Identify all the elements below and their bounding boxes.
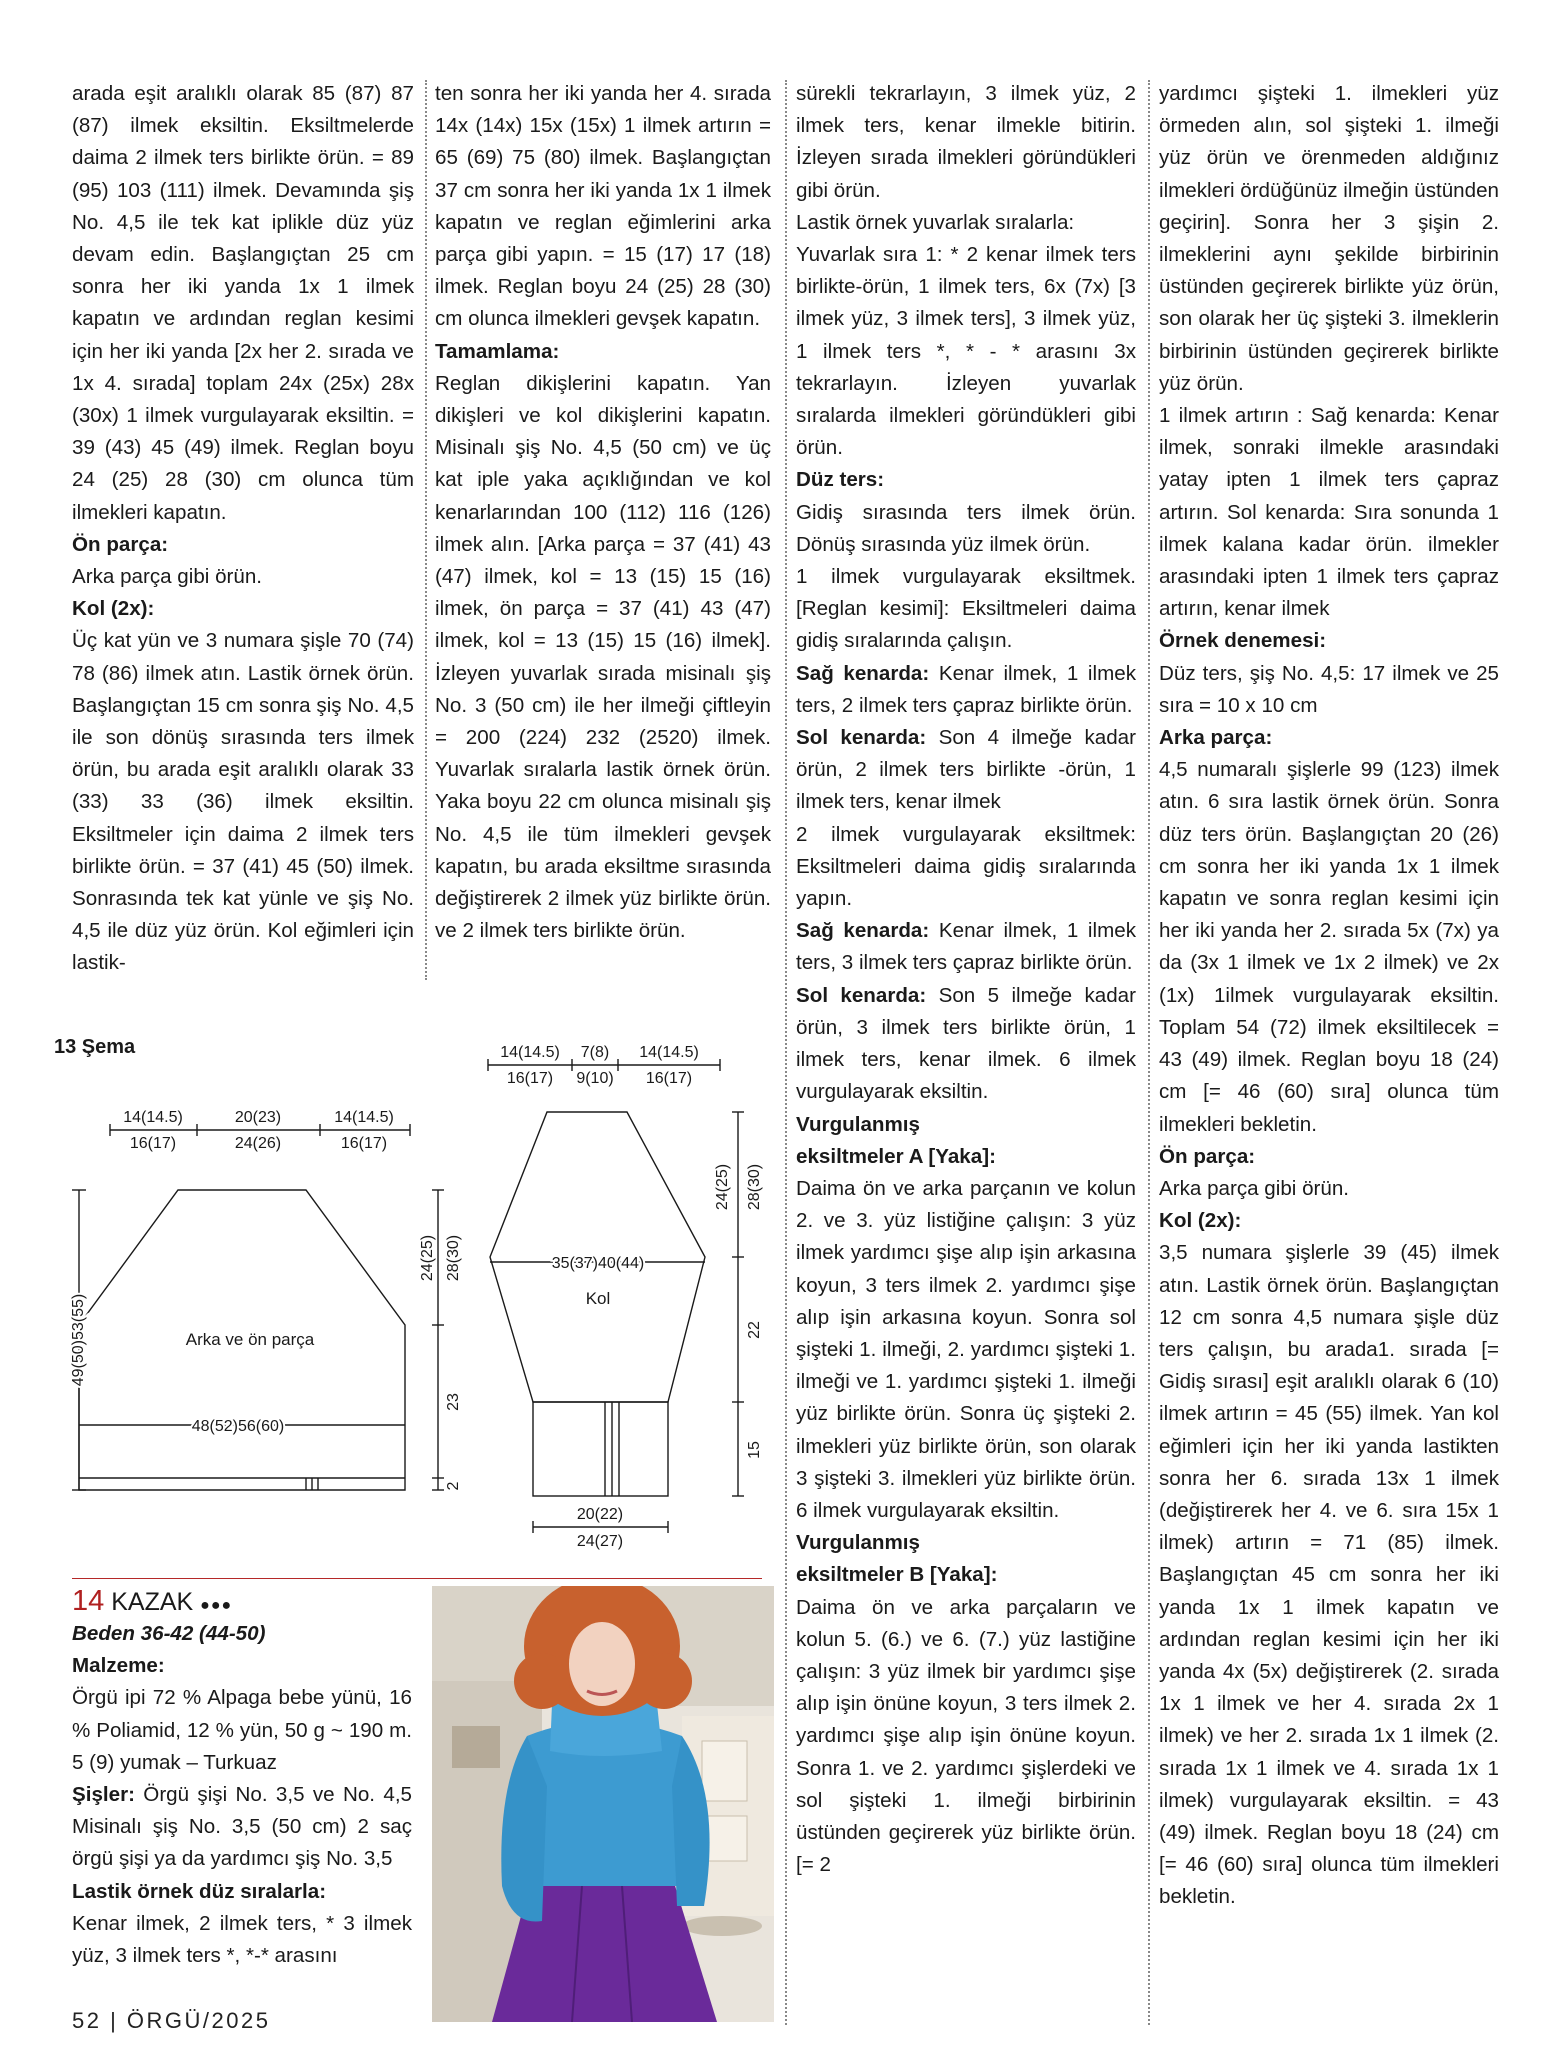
col1-heading-kol: Kol (2x):	[72, 597, 155, 621]
col4-heading-kol: Kol (2x):	[1159, 1209, 1242, 1233]
col3-heading-sag-2: Sağ kenarda:	[796, 919, 930, 943]
body-width-label: 48(52)56(60)	[191, 1418, 285, 1435]
sleeve-top-mid-b: 9(10)	[576, 1070, 614, 1087]
col3-text-12: Daima ön ve arka parçaların ve kolun 5. (6.) ve 6. (7.) yüz lastiğine çalışın: 3 yüz ilmek bir yardımcı şişe alıp işin önüne koyun, 3 ters ilmek 2. yardımcı şişe alıp işin önüne koyun. Sonra 1. ve 2. yardımcı şişlerdeki ve sol şiştеki 1. ilmeği birbirinin üstünden geçirerek yüz birlikte örün. [= 2	[796, 1595, 1136, 1877]
col3-text-4: Gidiş sırasında ters ilmek örün. Dönüş sırasında yüz ilmek örün.	[796, 500, 1136, 556]
page-footer: 52 | ÖRGÜ/2025	[72, 2008, 271, 2033]
col3-heading-a1: Vurgulanmış	[796, 1112, 920, 1136]
col3-text-11: Daima ön ve arka parçanın ve kolun 2. ve 3. yüz listiğine çalışın: 3 yüz ilmek yardımcı şişe alıp işin arkasına koyun, 3 ters ilmek 2. yardımcı şişe alıp işin arkasına koyun. Sonra sol şiştеki 1. ilmeği, 2. yardımcı şiştеki 1. ilmeği ve 1. yardımcı şiştеki 1. ilmeği yüz birlikte örün. Sonra üç şiştеki 2. ilmekleri yüz birlikte örün, son olarak 3 şiştеki 3. ilmekleri yüz birlikte örün. 6 ilmek vurgulayarak eksiltin.	[796, 1176, 1136, 1522]
col3-heading-sol-2: Sol kenarda:	[796, 983, 927, 1007]
column-4	[1159, 78, 1499, 1914]
body-side-mid: 23	[445, 1393, 462, 1411]
col4-text-6: 3,5 numara şişlerle 39 (45) ilmek atın. Lastik örnek örün. Başlangıçtan 12 cm sonra 4,5 numara şişle düz ters çalışın, bu arada1. sırada [= Gidiş sırası] eşit aralıklı olarak 6 (10) ilmek artırın = 45 (55) ilmek. Yan kol eğimleri için her iki yanda lastikten sonra her 6. sırada 13x 1 ilmek (değiştirerek her 4. ve 6. sıra 15x 1 ilmek) artırın = 71 (85) ilmek. Başlangıçtan 45 cm sonra her iki yanda 1x 1 ilmek kapatın ve ardından reglan kesimi için her iki yanda 4x (5x) değiştirerek (2. sırada 1x 1 ilmek ve her 4. sırada 2x 1 ilmek) ve her 2. sırada 1x 1 ilmek (2. sırada 1x 1 ilmek ve 4. sırada 1x 1 ilmek) vurgulayarak eksiltin. = 43 (49) ilmek. Reglan boyu 18 (24) cm [= 46 (60) sıra] olunca tüm ilmekleri bekletin.	[1159, 1241, 1499, 1909]
section-title: KAZAK	[111, 1588, 194, 1616]
col3-text-8: 2 ilmek vurgulayarak eksiltmek: Eksiltmeleri daima gidiş sıralarında yapın.	[796, 822, 1136, 911]
sleeve-side-upper-b: 28(30)	[746, 1163, 763, 1211]
sleeve-width-label: 35(37)40(44)	[551, 1255, 645, 1272]
sleeve-top-mid-a: 7(8)	[580, 1044, 610, 1061]
section-divider	[72, 1578, 762, 1579]
body-top-right-b: 16(17)	[340, 1135, 388, 1152]
body-top-left-a: 14(14.5)	[123, 1109, 183, 1126]
col3-heading-sol: Sol kenarda:	[796, 726, 927, 750]
body-side-bottom: 2	[445, 1481, 462, 1491]
sleeve-top-right-a: 14(14.5)	[639, 1044, 699, 1061]
col3-heading-sag: Sağ kenarda:	[796, 661, 930, 685]
col4-text-2: 1 ilmek artırın : Sağ kenarda: Kenar ilmek, sonraki ilmekle arasındaki yatay ipten 1 ilmek ters çapraz artırın. Sol kenarda: Sıra sonunda 1 ilmek kalana kadar örün. ilmekler arasındaki ipten 1 ilmek ters çapraz artırın, kenar ilmek	[1159, 404, 1499, 621]
heading-lastik: Lastik örnek düz sıralarla:	[72, 1879, 327, 1903]
column-divider	[425, 80, 427, 980]
col3-text-9: Sağ kenarda: Kenar ilmek, 1 ilmek ters, 3 ilmek ters çapraz birlikte örün.	[796, 919, 1136, 975]
model-photo-illustration	[432, 1586, 774, 2022]
sleeve-bottom-b: 24(27)	[576, 1533, 624, 1550]
col2-text-2: Reglan dikişlerini kapatın. Yan dikişleri ve kol dikişlerini kapatın. Misinalı şiş No. 4,5 (50 cm) ve üç kat iple yaka açıklığından ve kol kenarlarından 100 (112) 116 (126) ilmek alın. [Arka parça = 37 (41) 43 (47) ilmek, kol = 13 (15) 15 (16) ilmek, ön parça = 37 (41) 43 (47) ilmek, kol = 13 (15) 15 (16) ilmek]. İzleyen yuvarlak sırada misinalı şiş No. 3 (50 cm) ile her ilmeği çiftleyin = 200 (224) 232 (2520) ilmek. Yuvarlak sıralarla lastik örnek örün. Yaka boyu 22 cm olunca misinalı şiş No. 4,5 ile tüm ilmekleri gevşek kapatın, bu arada eksiltme sırasında değiştirerek 2 ilmek yüz birlikte örün. ve 2 ilmek ters birlikte örün.	[435, 371, 771, 943]
body-side-upper-a: 24(25)	[419, 1234, 436, 1282]
col3-heading-duz-ters: Düz ters:	[796, 468, 885, 492]
col4-text-3: Düz ters, şiş No. 4,5: 17 ilmek ve 25 sıra = 10 x 10 cm	[1159, 661, 1499, 717]
body-height-label: 49(50)53(55)	[70, 1293, 87, 1387]
heading-sisler: Şişler:	[72, 1783, 135, 1807]
sleeve-side-upper-a: 24(25)	[714, 1163, 731, 1211]
col4-heading-on: Ön parça:	[1159, 1144, 1256, 1168]
body-piece-label: Arka ve ön parça	[185, 1330, 315, 1349]
col2-text-1: ten sonra her iki yanda her 4. sırada 14x (14x) 15x (15x) 1 ilmek artırın = 65 (69) 75 (80) ilmek. Başlangıçtan 37 cm sonra her iki yanda 1x 1 ilmek kapatın ve reglan eğimlerini arka parça gibi yapın. = 15 (17) 17 (18) ilmek. Reglan boyu 24 (25) 28 (30) cm olunca ilmekleri gevşek kapatın.	[435, 82, 771, 331]
col3-text-1: sürekli tekrarlayın, 3 ilmek yüz, 2 ilmek ters, kenar ilmekle bitirin. İzleyen sırada ilmekleri göründükleri gibi örün.	[796, 82, 1136, 202]
col2-heading-tamamlama: Tamamlama:	[435, 339, 560, 363]
sleeve-side-bottom: 15	[746, 1441, 763, 1459]
col1-text-2: Arka parça gibi örün.	[72, 565, 263, 589]
text-malzeme: Örgü ipi 72 % Alpaga bebe yünü, 16 % Poliamid, 12 % yün, 50 g ~ 190 m. 5 (9) yumak – Turkuaz	[72, 1686, 412, 1774]
column-1	[72, 78, 414, 980]
col3-heading-b2: eksiltmeler B [Yaka]:	[796, 1563, 998, 1587]
col4-heading-ornek: Örnek denemesi:	[1159, 629, 1327, 653]
text-sisler: Şişler: Örgü şişi No. 3,5 ve No. 4,5 Misinalı şiş No. 3,5 (50 cm) 2 saç örgü şişi ya da yardımcı şiş No. 3,5	[72, 1783, 412, 1871]
sleeve-piece-label: Kol	[585, 1289, 611, 1308]
col1-text-3: Üç kat yün ve 3 numara şişle 70 (74) 78 (86) ilmek atın. Lastik örnek örün. Başlangıçtan 15 cm sonra şiş No. 4,5 ile son dönüş sırasında ters ilmek örün, bu arada eşit aralıklı olarak 33 (33) 33 (36) ilmek eksiltin. Eksiltmeler için daima 2 ilmek ters birlikte örün. = 37 (41) 45 (50) ilmek. Sonrasında tek kat yünle ve şiş No. 4,5 ile düz yüz örün. Kol eğimleri için lastik-	[72, 629, 414, 975]
heading-malzeme: Malzeme:	[72, 1654, 165, 1678]
column-divider	[1148, 80, 1150, 2025]
col3-text-5: 1 ilmek vurgulayarak eksiltmek. [Reglan kesimi]: Eksiltmeleri daima gidiş sıralarında çalışın.	[796, 565, 1136, 653]
col3-text-6: Sağ kenarda: Kenar ilmek, 1 ilmek ters, 2 ilmek ters çapraz birlikte örün.	[796, 661, 1136, 717]
col3-heading-b1: Vurgulanmış	[796, 1531, 920, 1555]
sleeve-top-left-b: 16(17)	[506, 1070, 554, 1087]
col4-heading-arka: Arka parça:	[1159, 726, 1273, 750]
body-top-mid-b: 24(26)	[234, 1135, 282, 1152]
section-14-text	[72, 1618, 412, 1972]
col1-heading-on-parca: Ön parça:	[72, 532, 169, 556]
sleeve-bottom-a: 20(22)	[576, 1506, 624, 1523]
col4-text-5: Arka parça gibi örün.	[1159, 1176, 1350, 1200]
size-line: Beden 36-42 (44-50)	[72, 1622, 266, 1645]
col3-heading-a2: eksiltmeler A [Yaka]:	[796, 1144, 996, 1168]
body-side-upper-b: 28(30)	[445, 1234, 462, 1282]
body-top-right-a: 14(14.5)	[334, 1109, 394, 1126]
col4-text-4: 4,5 numaralı şişlerle 99 (123) ilmek atın. 6 sıra lastik örnek örün. Sonra düz ters örün. Başlangıçtan 20 (26) cm sonra her iki yanda 1x 1 ilmek kapatın ve sonra reglan kesimi için her iki yanda her 2. sırada 5x (7x) ya da (3x 1 ilmek ve 1x 2 ilmek) ve 2x (1x) 1ilmek vurgulayarak eksiltin. Toplam 54 (72) ilmek eksiltilecek = 43 (49) ilmek. Reglan boyu 18 (24) cm [= 46 (60) sıra] olunca tüm ilmekleri bekletin.	[1159, 758, 1499, 1136]
pattern-schematic	[0, 1030, 790, 1570]
sleeve-cuff	[533, 1402, 668, 1496]
sleeve-top-right-b: 16(17)	[645, 1070, 693, 1087]
section-14-title	[72, 1585, 232, 1618]
sleeve-top-left-a: 14(14.5)	[500, 1044, 560, 1061]
body-top-mid-a: 20(23)	[234, 1109, 282, 1126]
col3-text-3: Yuvarlak sıra 1: * 2 kenar ilmek ters birlikte-örün, 1 ilmek ters, 6x (7x) [3 ilmek yüz, 3 ilmek ters], 3 ilmek yüz, 1 ilmek ters *, * - * arasını 3x tekrarlayın. İzleyen yuvarlak sıralarda ilmekleri göründükleri gibi örün.	[796, 243, 1136, 460]
body-top-left-b: 16(17)	[129, 1135, 177, 1152]
section-number: 14	[72, 1585, 105, 1617]
col4-text-1: yardımcı şiştеki 1. ilmekleri yüz örmeden alın, sol şiştеki 1. ilmeği yüz örün ve örenmeden aldığınız ilmekleri ördüğünüz ilmeğin üstünden geçirin]. Sonra her 3 şişin 2. ilmeklerini aynı şekilde birbirinin üstünden geçirerek birlikte yüz örün, son olarak her üç şişteki 3. ilmeklerin birbirinin üstünden geçirerek birlikte yüz örün.	[1159, 82, 1499, 395]
col3-text-2: Lastik örnek yuvarlak sıralarla:	[796, 210, 1075, 234]
column-2	[435, 78, 771, 947]
sleeve-side-mid: 22	[746, 1321, 763, 1339]
col1-text-1: arada eşit aralıklı olarak 85 (87) 87 (87) ilmek eksiltin. Eksiltmelerde daima 2 ilmek ters birlikte örün. = 89 (95) 103 (111) ilmek. Devamında şiş No. 4,5 ile tek kat iplikle düz yüz devam edin. Başlangıçtan 25 cm sonra her iki yanda 1x 1 ilmek kapatın ve ardından reglan kesimi için her iki yanda [2x her 2. sırada ve 1x 4. sırada] toplam 24x (25x) 28x (30x) 1 ilmek vurgulayarak eksiltin. = 39 (43) 45 (49) ilmek. Reglan boyu 24 (25) 28 (30) cm olunca tüm ilmekleri kapatın.	[72, 82, 414, 524]
col3-text-10: Sol kenarda: Son 5 ilmeğe kadar örün, 3 ilmek ters birlikte örün, 1 ilmek ters, kenar ilmek. 6 ilmek vurgulayarak eksiltin.	[796, 983, 1136, 1104]
col3-text-7: Sol kenarda: Son 4 ilmeğe kadar örün, 2 ilmek ters birlikte -örün, 1 ilmek ters, kenar ilmek	[796, 726, 1136, 814]
model-photo	[432, 1586, 774, 2022]
difficulty-dots: ●●●	[200, 1597, 233, 1614]
column-3	[796, 78, 1136, 1881]
text-lastik: Kenar ilmek, 2 ilmek ters, * 3 ilmek yüz, 3 ilmek ters *, *-* arasını	[72, 1911, 412, 1968]
schema-caption: 13 Şema	[54, 1036, 136, 1058]
